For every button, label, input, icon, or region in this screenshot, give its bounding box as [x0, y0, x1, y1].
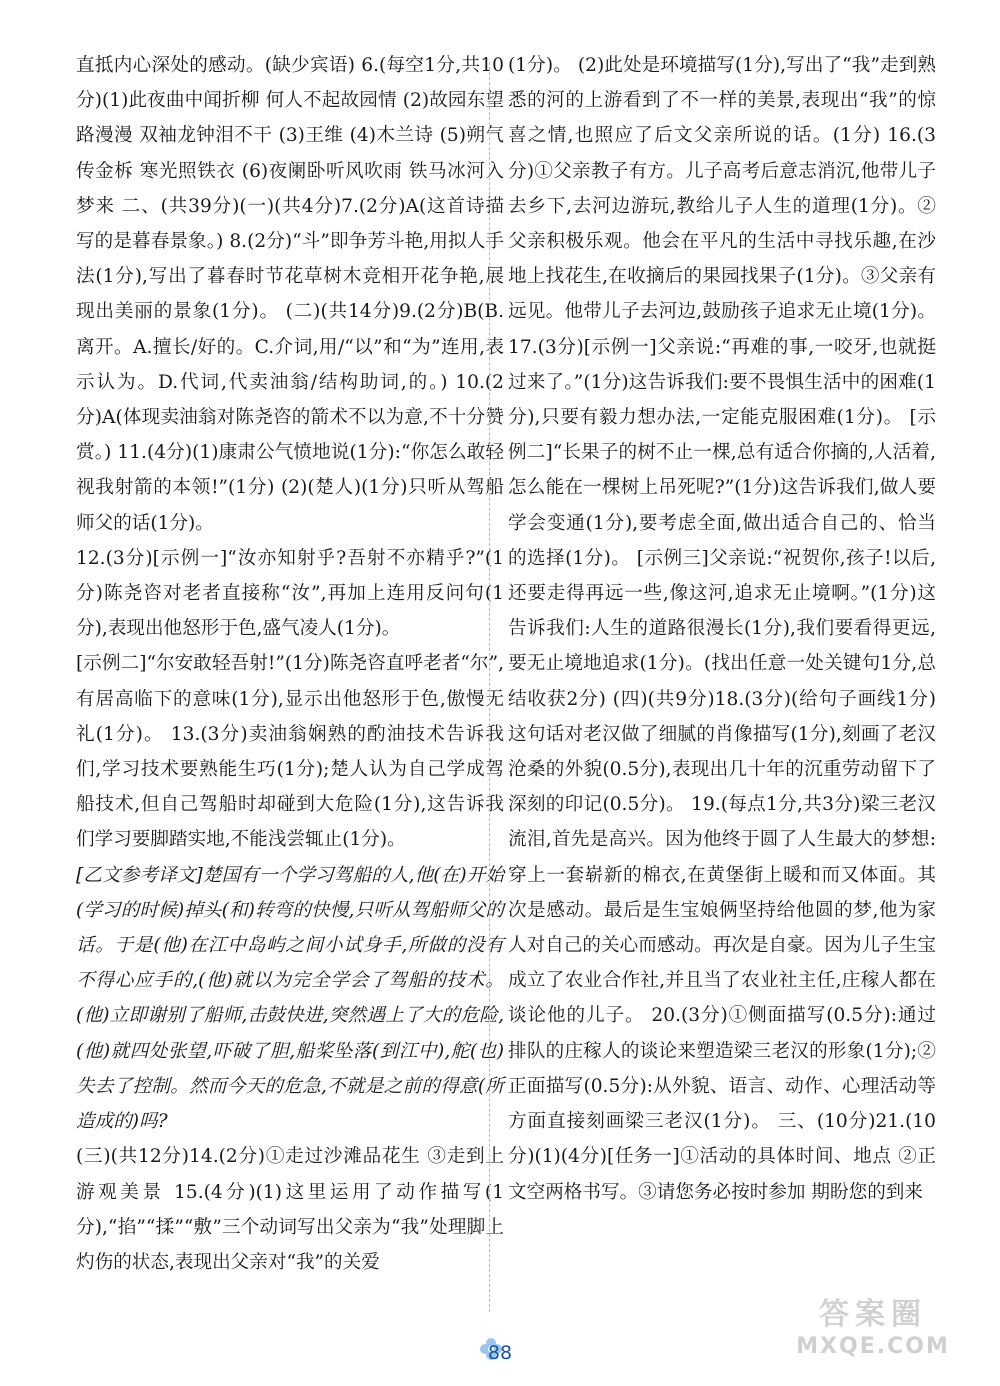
answer-paragraph: (三)(共12分)14.(2分)①走过沙滩品花生 ③走到上游观美景 15.(4分)(1)这里运用了动作描写(1分),“掐”“揉”“敷”三个动词写出父亲为“我”处理脚上灼伤的状态,表现出父亲对“我”的关爱: [76, 1146, 504, 1273]
page-number-text: 88: [487, 1342, 513, 1364]
answer-paragraph: (1分)。 (2)此处是环境描写(1分),写出了“我”走到熟悉的河的上游看到了不一样的美景,表现出“我”的惊喜之情,也照应了后文父亲所说的话。(1分) 16.(3分)①父亲教子有方。儿子高考后意志消沉,他带儿子去乡下,去河边游玩,教给儿子人生的道理(1分)。②父亲积极乐观。他会在平凡的生活中寻找乐趣,在沙地上找花生,在收摘后的果园找果子(1分)。③父亲有远见。他带儿子去河边,鼓励孩子追求无止境(1分)。 17.(3分)[示例一]父亲说:“再难的事,一咬牙,也就挺过来了。”(1分)这告诉我们:要不畏惧生活中的困难(1分),只要有毅力想办法,一定能克服困难(1分)。 [示例二]“长果子的树不止一棵,总有适合你摘的,人活着,怎么能在一棵树上吊死呢?”(1分)这告诉我们,做人要学会变通(1分),要考虑全面,做出适合自己的、恰当的选择(1分)。 [示例三]父亲说:“祝贺你,孩子!以后,还要走得再远一些,像这河,追求无止境啊。”(1分)这告诉我们:人生的道路很漫长(1分),我们要看得更远,要无止境地追求(1分)。(找出任意一处关键句1分,总结收获2分) (四)(共9分)18.(3分)(给句子画线1分) 这句话对老汉做了细腻的肖像描写(1分),刻画了老汉沧桑的外貌(0.5分),表现出几十年的沉重劳动留下了深刻的印记(0.5分)。 19.(每点1分,共3分)梁三老汉流泪,首先是高兴。因为他终于圆了人生最大的梦想:穿上一套崭新的棉衣,在黄堡街上暖和而又体面。其次是感动。最后是生宝娘俩坚持给他圆的梦,他为家人对自己的关心而感动。再次是自豪。因为儿子生宝成立了农业合作社,并且当了农业社主任,庄稼人都在谈论他的儿子。 20.(3分)①侧面描写(0.5分):通过排队的庄稼人的谈论来塑造梁三老汉的形象(1分);②正面描写(0.5分):从外貌、语言、动作、心理活动等方面直接刻画梁三老汉(1分)。 三、(10分)21.(10分)(1)(4分)[任务一]①活动的具体时间、地点 ②正文空两格书写。③请您务必按时参加 期盼您的到来: [508, 55, 936, 1203]
watermark-logo: [768, 1296, 978, 1366]
watermark-top-text: 答案圈: [819, 1297, 927, 1332]
watermark-bottom-text: MXQE.COM: [796, 1334, 950, 1359]
translation-paragraph: [乙文参考译文]楚国有一个学习驾船的人,他(在)开始(学习的时候)掉头(和)转弯的快慢,只听从驾船师父的话。于是(他)在江中岛屿之间小试身手,所做的没有不得心应手的,(他)就以为完全学会了驾船的技术。(他)立即谢别了船师,击鼓快进,突然遇上了大的危险,(他)就四处张望,吓破了胆,船桨坠落(到江中),舵(也)失去了控制。然而今天的危急,不就是之前的得意(所造成的)吗?: [76, 864, 504, 1133]
answer-paragraph: 直抵内心深处的感动。(缺少宾语) 6.(每空1分,共10分)(1)此夜曲中闻折柳 何人不起故园情 (2)故园东望路漫漫 双袖龙钟泪不干 (3)王维 (4)木兰诗 (5)朔气传金柝 寒光照铁衣 (6)夜阑卧听风吹雨 铁马冰河入梦来 二、(共39分)(一)(共4分)7.(2分)A(这首诗描写的是暮春景象。) 8.(2分)“斗”即争芳斗艳,用拟人手法(1分),写出了暮春时节花草树木竞相开花争艳,展现出美丽的景象(1分)。 (二)(共14分)9.(2分)B(B.离开。A.擅长/好的。C.介词,用/“以”和“为”连用,表示认为。D.代词,代卖油翁/结构助词,的。) 10.(2分)A(体现卖油翁对陈尧咨的箭术不以为意,不十分赞赏。) 11.(4分)(1)康肃公气愤地说(1分):“你怎么敢轻视我射箭的本领!”(1分) (2)(楚人)(1分)只听从驾船师父的话(1分)。: [76, 55, 504, 534]
column-divider: [489, 62, 490, 1312]
answer-paragraph: [示例二]“尔安敢轻吾射!”(1分)陈尧咨直呼老者“尔”,有居高临下的意味(1分),显示出他怒形于色,傲慢无礼(1分)。 13.(3分)卖油翁娴熟的酌油技术告诉我们,学习技术要熟能生巧(1分);楚人认为自己学成驾船技术,但自己驾船时却碰到大危险(1分),这告诉我们学习要脚踏实地,不能浅尝辄止(1分)。: [76, 653, 504, 851]
page-number: [477, 1335, 523, 1371]
right-column: [508, 48, 936, 1210]
left-column: [76, 48, 504, 1280]
answer-paragraph: 12.(3分)[示例一]“汝亦知射乎?吾射不亦精乎?”(1分)陈尧咨对老者直接称“汝”,再加上连用反问句(1分),表现出他怒形于色,盛气凌人(1分)。: [76, 547, 504, 640]
